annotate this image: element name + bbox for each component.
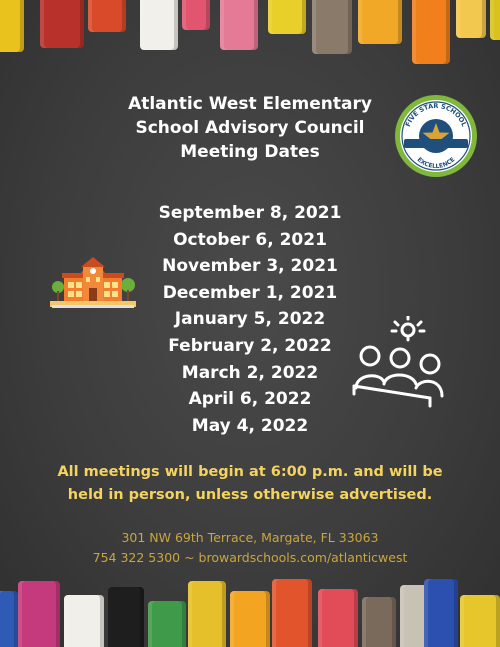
meeting-date: April 6, 2022: [188, 389, 312, 410]
title-line-meeting-dates: Meeting Dates: [180, 142, 320, 162]
meeting-date: November 3, 2021: [162, 256, 338, 277]
meeting-date: October 6, 2021: [173, 229, 327, 250]
meeting-date: February 2, 2022: [168, 335, 332, 356]
meeting-notice: [30, 461, 470, 507]
school-address: 301 NW 69th Terrace, Margate, FL 33063: [121, 530, 379, 545]
meeting-date: September 8, 2021: [158, 203, 342, 223]
meeting-date: March 2, 2022: [181, 362, 319, 383]
seal-top-text: FIVE STAR SCHOOL: [403, 101, 469, 128]
title-line-school: Atlantic West Elementary: [128, 94, 372, 114]
school-phone-website: 754 322 5300 ~ browardschools.com/atlanticwest: [92, 550, 408, 565]
school-contact: [0, 528, 500, 568]
meeting-date: May 4, 2022: [191, 415, 309, 436]
meeting-date: December 1, 2021: [162, 282, 338, 303]
notice-line-time: All meetings will begin at 6:00 p.m. and will be: [57, 464, 443, 480]
notice-line-in-person: held in person, unless otherwise advertised.: [67, 487, 433, 503]
meeting-group-icon: [350, 316, 446, 408]
five-star-school-seal-icon: [394, 94, 478, 178]
bottom-chalk-decoration: [0, 577, 500, 647]
title-line-council: School Advisory Council: [135, 118, 365, 138]
top-chalk-decoration: [0, 0, 500, 70]
meeting-date: January 5, 2022: [174, 309, 326, 330]
seal-bottom-text: EXCELLENCE: [415, 156, 457, 171]
